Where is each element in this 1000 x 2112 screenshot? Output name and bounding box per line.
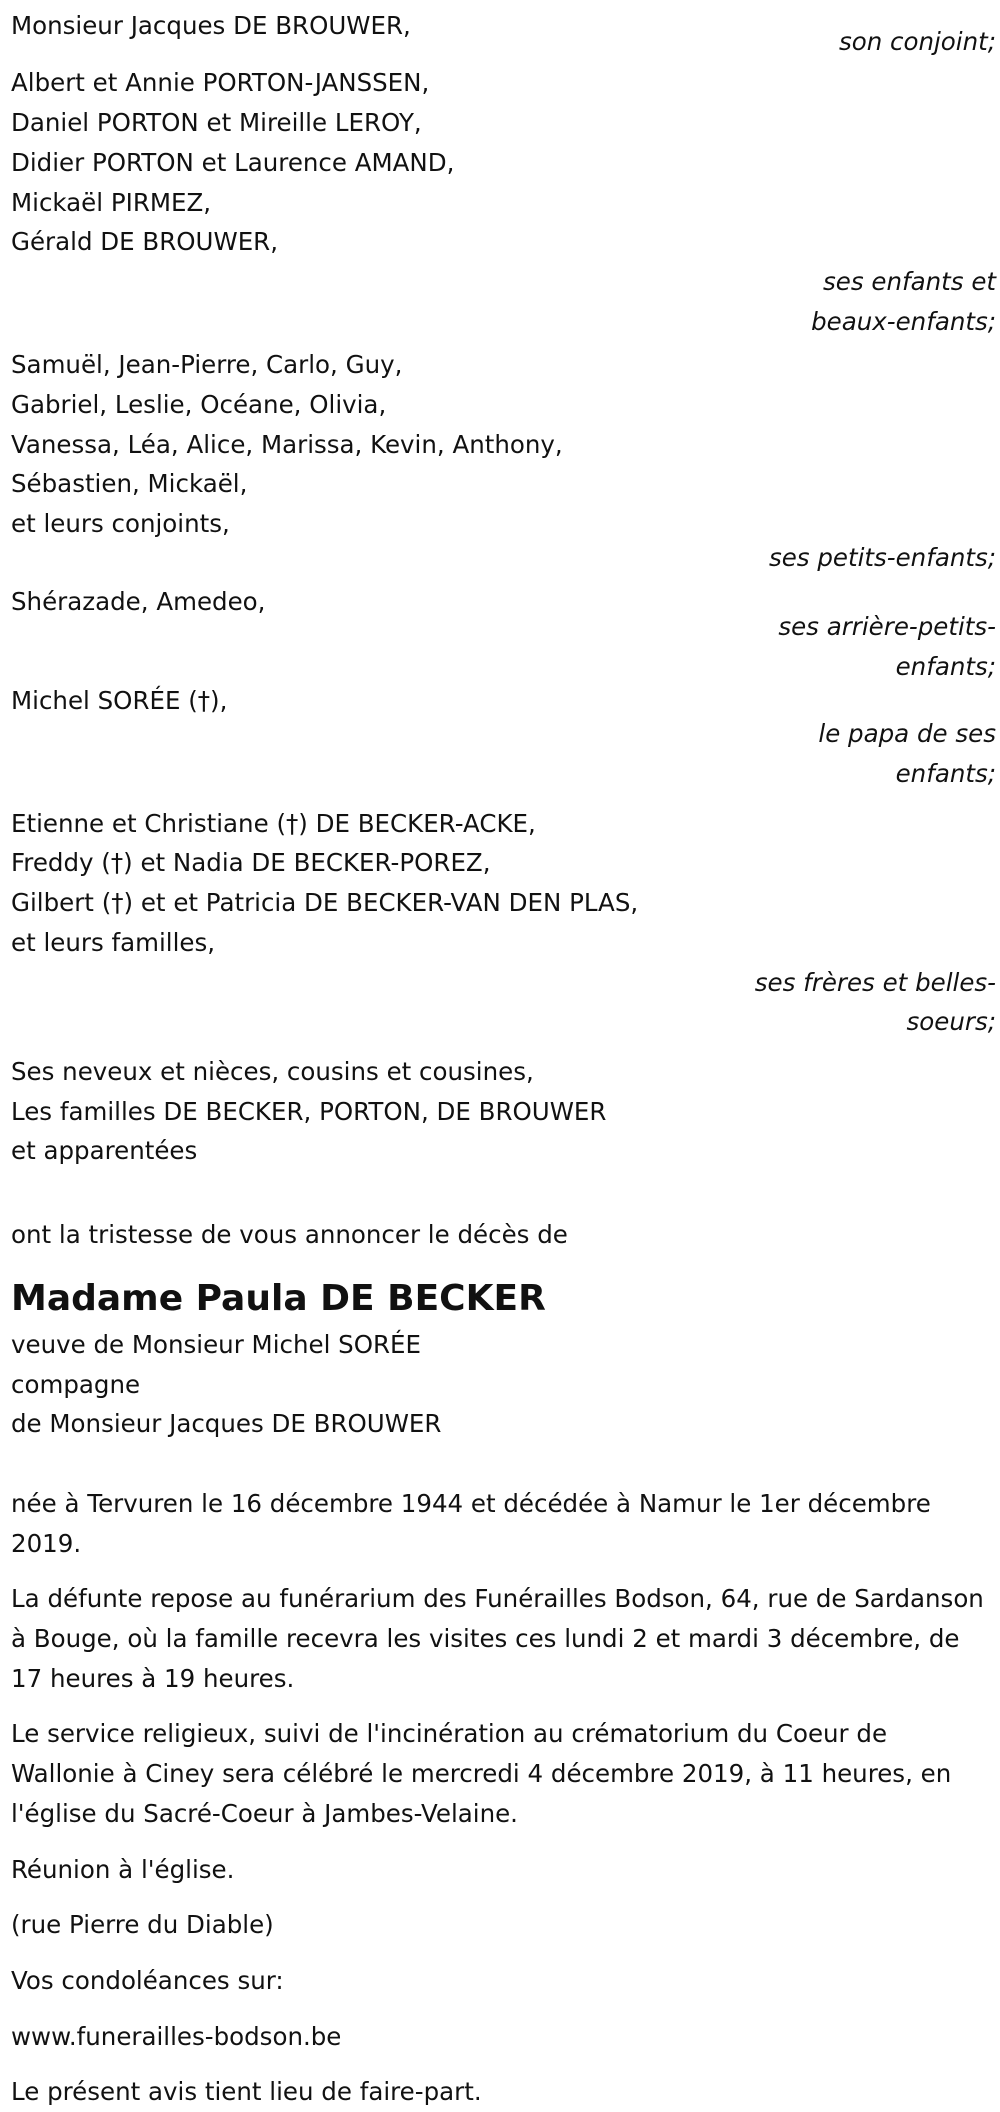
deceased-name: Madame Paula DE BECKER	[11, 1277, 546, 1319]
great-grandchildren-role-line: ses arrière-petits-	[778, 612, 996, 642]
child-line: Didier PORTON et Laurence AMAND,	[11, 147, 455, 177]
extended-family-line: Ses neveux et nièces, cousins et cousines,	[11, 1056, 534, 1086]
spouse-section	[11, 6, 996, 61]
father-role-line: le papa de ses	[818, 719, 996, 749]
great-grandchild-line: Shérazade, Amedeo,	[11, 586, 266, 616]
deceased-detail: veuve de Monsieur Michel SORÉE	[11, 1329, 421, 1359]
grandchild-line: Sébastien, Mickaël,	[11, 469, 248, 499]
father-role-line: enfants;	[895, 759, 996, 789]
deceased-detail: de Monsieur Jacques DE BROUWER	[11, 1409, 442, 1439]
siblings-role-line: soeurs;	[906, 1007, 996, 1037]
great-grandchildren-section	[11, 582, 996, 687]
child-line: Gérald DE BROUWER,	[11, 227, 278, 257]
sibling-line: Freddy (†) et Nadia DE BECKER-POREZ,	[11, 848, 491, 878]
father-section	[11, 681, 996, 794]
birth-death-paragraph: née à Tervuren le 16 décembre 1944 et décédée à Namur le 1er décembre 2019.	[11, 1488, 931, 1558]
sibling-line: et leurs familles,	[11, 927, 216, 957]
grandchildren-section	[11, 345, 996, 577]
website-link[interactable]: www.funerailles-bodson.be	[11, 2021, 342, 2051]
deceased-detail: compagne	[11, 1369, 141, 1399]
extended-family-line: Les familles DE BECKER, PORTON, DE BROUWER	[11, 1096, 607, 1126]
grandchild-line: Vanessa, Léa, Alice, Marissa, Kevin, Anthony,	[11, 429, 563, 459]
children-section	[11, 63, 996, 341]
announcement-text: ont la tristesse de vous annoncer le décès de	[11, 1220, 568, 1250]
spouse-role: son conjoint;	[838, 26, 996, 56]
grandchild-line: Samuël, Jean-Pierre, Carlo, Guy,	[11, 350, 403, 380]
street-paragraph: (rue Pierre du Diable)	[11, 1910, 274, 1940]
siblings-section	[11, 804, 996, 1042]
child-line: Daniel PORTON et Mireille LEROY,	[11, 108, 422, 138]
sibling-line: Gilbert (†) et et Patricia DE BECKER-VAN DEN PLAS,	[11, 888, 639, 918]
sibling-line: Etienne et Christiane (†) DE BECKER-ACKE,	[11, 808, 536, 838]
siblings-role-line: ses frères et belles-	[754, 967, 996, 997]
visitation-paragraph: La défunte repose au funérarium des Funérailles Bodson, 64, rue de Sardanson à Bouge, où la famille recevra les visites ces lundi 2 et mardi 3 décembre, de 17 heures à 19 heures.	[11, 1584, 984, 1693]
deceased-section	[11, 1273, 996, 1444]
grandchild-line: et leurs conjoints,	[11, 509, 230, 539]
meeting-paragraph: Réunion à l'église.	[11, 1854, 235, 1884]
child-line: Mickaël PIRMEZ,	[11, 187, 212, 217]
grandchildren-role: ses petits-enfants;	[768, 542, 996, 572]
children-role-line: ses enfants et	[823, 266, 996, 296]
spouse-name: Monsieur Jacques DE BROUWER,	[11, 11, 411, 40]
child-line: Albert et Annie PORTON-JANSSEN,	[11, 68, 430, 98]
condolences-paragraph: Vos condoléances sur:	[11, 1965, 284, 1995]
notice-paragraph: Le présent avis tient lieu de faire-part.	[11, 2077, 482, 2107]
grandchild-line: Gabriel, Leslie, Océane, Olivia,	[11, 390, 387, 420]
children-role-line: beaux-enfants;	[811, 306, 996, 336]
father-line: Michel SORÉE (†),	[11, 685, 228, 715]
service-paragraph: Le service religieux, suivi de l'incinération au crématorium du Coeur de Wallonie à Ciney sera célébré le mercredi 4 décembre 2019, à 11 heures, en l'église du Sacré-Coeur à Jambes-Velaine.	[11, 1719, 952, 1828]
great-grandchildren-role-line: enfants;	[895, 651, 996, 681]
extended-family-line: et apparentées	[11, 1136, 198, 1166]
extended-family-section	[11, 1052, 996, 1171]
